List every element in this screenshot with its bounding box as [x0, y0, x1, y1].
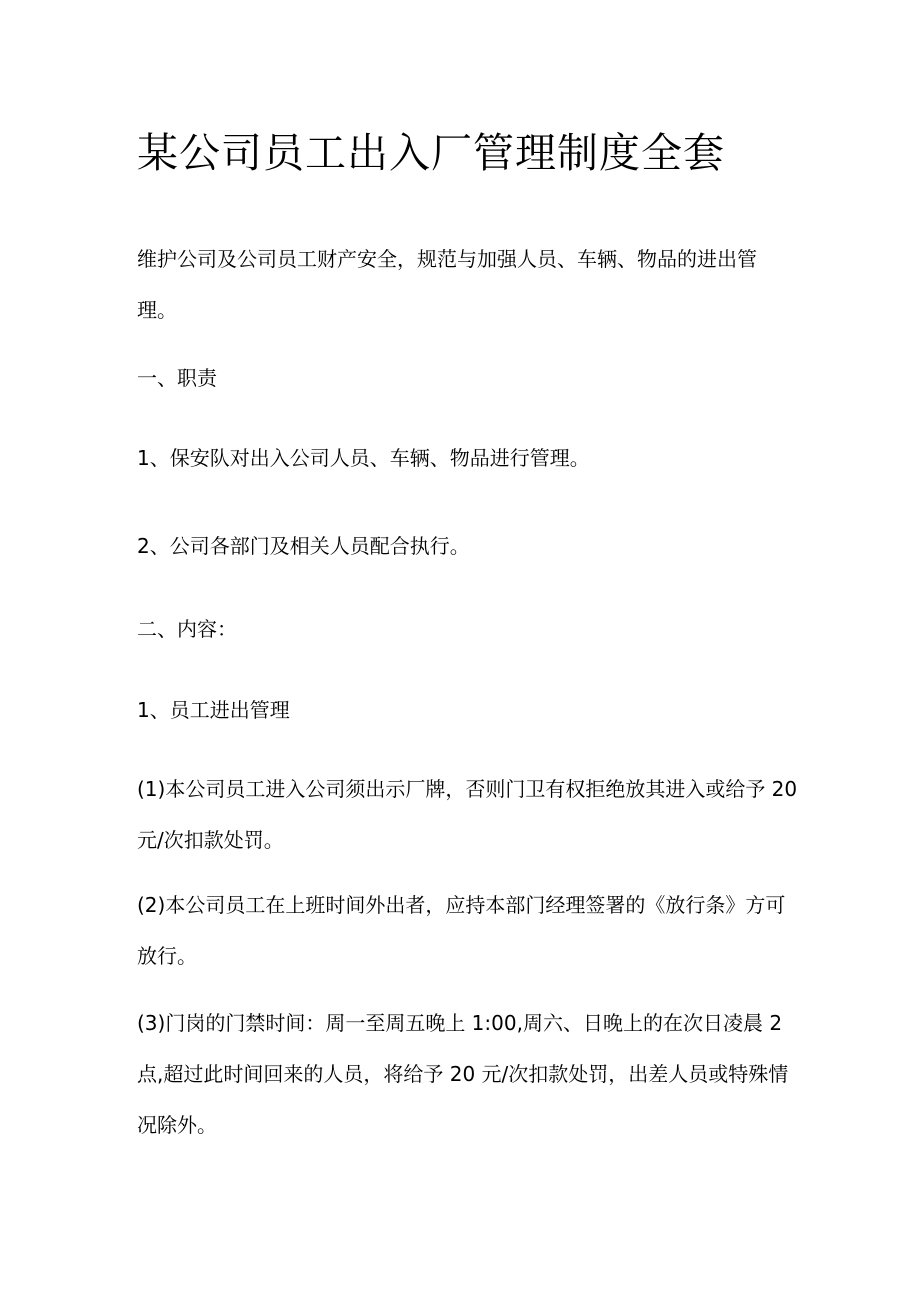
paragraph-line: 2、公司各部门及相关人员配合执行。 [137, 534, 470, 558]
document-title: 某公司员工出入厂管理制度全套 [137, 129, 725, 177]
section-heading-responsibilities [137, 353, 787, 404]
paragraph-line: (2)本公司员工在上班时间外出者，应持本部门经理签署的《放行条》方可 [137, 893, 786, 917]
paragraph-purpose [137, 234, 787, 336]
paragraph-line: 点,超过此时间回来的人员，将给予 20 元/次扣款处罚，出差人员或特殊情 [137, 1062, 789, 1086]
heading-text: 一、职责 [137, 366, 217, 390]
paragraph-line: 维护公司及公司员工财产安全，规范与加强人员、车辆、物品的进出管 [137, 247, 757, 271]
paragraph-line: 元/次扣款处罚。 [137, 828, 284, 852]
heading-text: 二、内容： [137, 617, 237, 641]
paragraph-rule-1 [137, 764, 798, 866]
paragraph-item-2 [137, 521, 787, 572]
heading-text: 1、员工进出管理 [137, 698, 290, 722]
paragraph-item-1 [137, 433, 787, 484]
paragraph-line: 放行。 [137, 944, 197, 968]
paragraph-line: 况除外。 [137, 1113, 217, 1137]
paragraph-rule-2 [137, 880, 787, 982]
subsection-heading-employee-access [137, 685, 787, 736]
section-heading-content [137, 604, 787, 655]
paragraph-line: (3)门岗的门禁时间：周一至周五晚上 1:00,周六、日晚上的在次日凌晨 2 [137, 1011, 783, 1035]
paragraph-line: 1、保安队对出入公司人员、车辆、物品进行管理。 [137, 446, 590, 470]
paragraph-line: 理。 [137, 298, 177, 322]
paragraph-line: (1)本公司员工进入公司须出示厂牌，否则门卫有权拒绝放其进入或给予 20 [137, 777, 798, 801]
paragraph-rule-3 [137, 998, 787, 1151]
